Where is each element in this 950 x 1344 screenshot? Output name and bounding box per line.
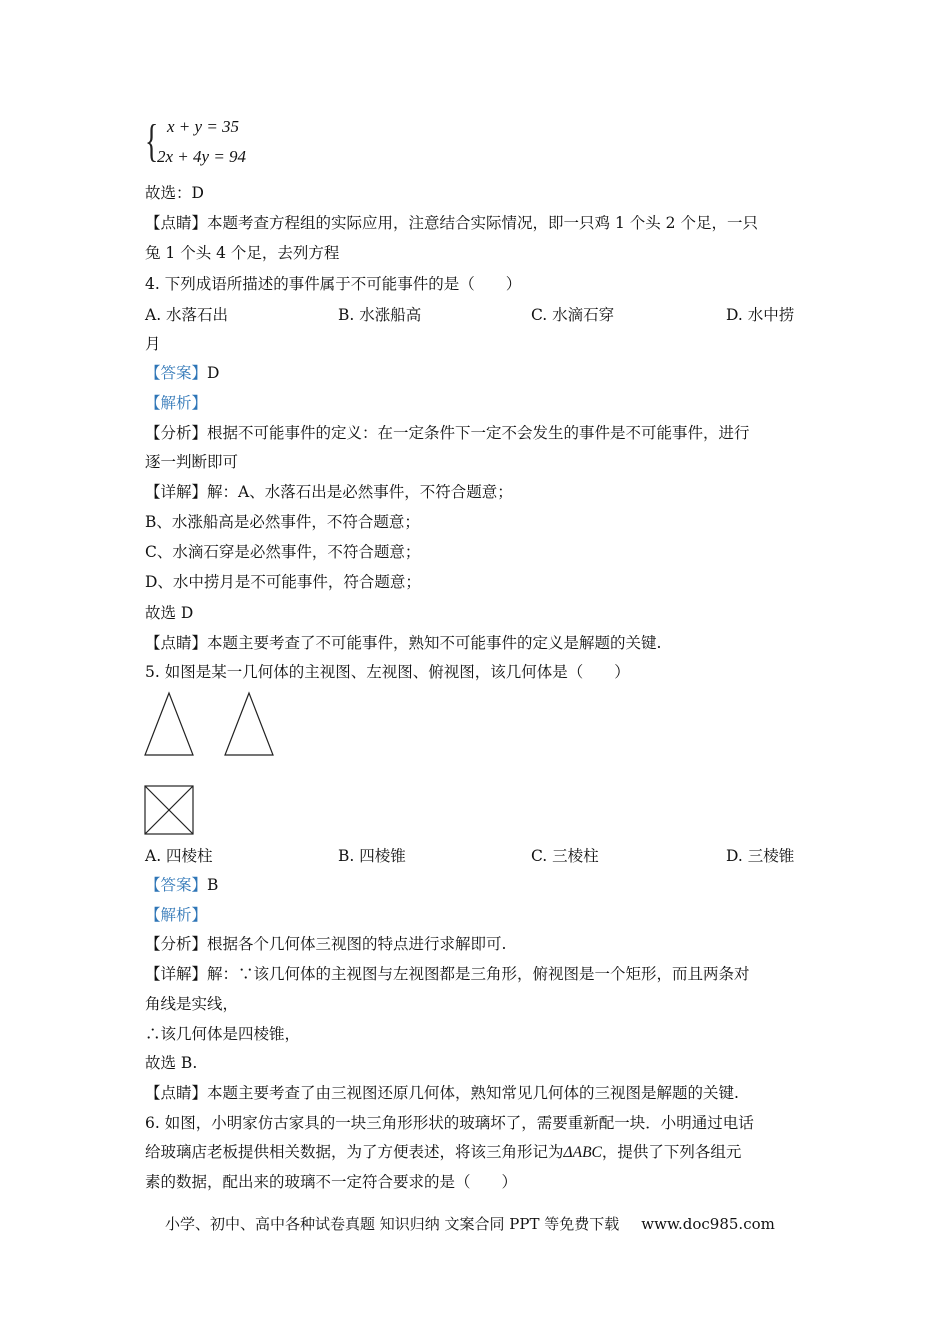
q5-xiangjie-line-2: 角线是实线， [145,995,239,1013]
q5-xiangjie-line-1 [145,964,750,984]
q4-fenxi-line-2: 逐一判断即可 [145,453,239,471]
q4-xiangjie-line-d: D、水中捞月是不可能事件，符合题意； [145,573,421,591]
q3-choose: 故选：D [145,184,204,202]
q6-stem-line-1: 6. 如图，小明家仿古家具的一块三角形形状的玻璃坏了，需要重新配一块．小明通过电话 [145,1114,754,1132]
equation-system [145,114,275,174]
page-footer [165,1213,775,1234]
fenxi-tag: 【分析】 [145,424,208,442]
q5-option-d: D. 三棱锥 [726,847,795,865]
q4-stem: 4. 下列成语所描述的事件属于不可能事件的是（ ） [145,275,522,293]
q5-option-c: C. 三棱柱 [531,847,599,865]
xiangjie-tag: 【详解】 [145,965,208,983]
q3-dianjing-line-2: 兔 1 个头 4 个足，去列方程 [145,244,340,262]
q6-stem-line-2 [145,1142,741,1163]
q4-fenxi-line-1 [145,423,750,443]
q6-stem-text-a: 给玻璃店老板提供相关数据，为了方便表述，将该三角形记为 [145,1143,564,1161]
q5-option-a: A. 四棱柱 [145,847,213,865]
q3-dianjing-line-1 [145,213,758,233]
q4-choose: 故选 D [145,604,194,622]
q5-therefore: ∴该几何体是四棱锥， [145,1025,301,1043]
answer-value: B [207,876,219,894]
left-brace: { [145,115,159,166]
xiangjie-tag: 【详解】 [145,483,208,501]
q4-option-d: D. 水中捞 [726,306,795,324]
q4-answer [145,363,219,383]
dianjing-text: 本题考查方程组的实际应用，注意结合实际情况，即一只鸡 1 个头 2 个足，一只 [207,214,758,232]
q4-xiangjie-line-b: B、水涨船高是必然事件，不符合题意； [145,513,420,531]
q5-choose: 故选 B. [145,1054,198,1072]
q4-xiangjie-line-c: C、水滴石穿是必然事件，不符合题意； [145,543,421,561]
q5-jiexi-tag: 【解析】 [145,906,208,924]
three-view-figure [140,690,280,840]
dianjing-tag: 【点睛】 [145,1084,208,1102]
answer-tag: 【答案】 [145,876,208,894]
q6-stem-line-3: 素的数据，配出来的玻璃不一定符合要求的是（ ） [145,1173,518,1191]
q4-xiangjie-line-1 [145,482,513,502]
xiangjie-text: 解：A、水落石出是必然事件，不符合题意； [207,483,513,501]
fenxi-text: 根据不可能事件的定义：在一定条件下一定不会发生的事件是不可能事件，进行 [207,424,750,442]
q6-stem-text-b: ，提供了下列各组元 [601,1143,742,1161]
dianjing-text: 本题主要考查了不可能事件，熟知不可能事件的定义是解题的关键. [207,634,662,652]
side-view-triangle [225,693,273,755]
answer-tag: 【答案】 [145,364,208,382]
dianjing-tag: 【点睛】 [145,634,208,652]
q5-stem: 5. 如图是某一几何体的主视图、左视图、俯视图，该几何体是（ ） [145,663,630,681]
fenxi-tag: 【分析】 [145,935,208,953]
q4-jiexi-tag: 【解析】 [145,394,208,412]
q4-dianjing [145,633,661,653]
footer-url[interactable]: www.doc985.com [641,1215,775,1233]
front-view-triangle [145,693,193,755]
q4-option-a: A. 水落石出 [145,306,229,324]
footer-text: 小学、初中、高中各种试卷真题 知识归纳 文案合同 PPT 等免费下载 [165,1215,620,1233]
q4-option-d-continued: 月 [145,335,161,353]
dianjing-text: 本题主要考查了由三视图还原几何体，熟知常见几何体的三视图是解题的关键. [207,1084,739,1102]
q5-dianjing [145,1083,739,1103]
q4-option-b: B. 水涨船高 [338,306,422,324]
fenxi-text: 根据各个几何体三视图的特点进行求解即可. [207,935,507,953]
answer-value: D [207,364,220,382]
triangle-abc-math: ΔABC [563,1144,602,1161]
q4-option-c: C. 水滴石穿 [531,306,615,324]
dianjing-tag: 【点睛】 [145,214,208,232]
equation-1: x + y = 35 [167,117,240,136]
q5-answer [145,875,218,895]
xiangjie-text: 解：∵该几何体的主视图与左视图都是三角形，俯视图是一个矩形，而且两条对 [207,965,750,983]
q5-fenxi [145,934,506,954]
equation-2: 2x + 4y = 94 [157,147,247,166]
q5-option-b: B. 四棱锥 [338,847,406,865]
